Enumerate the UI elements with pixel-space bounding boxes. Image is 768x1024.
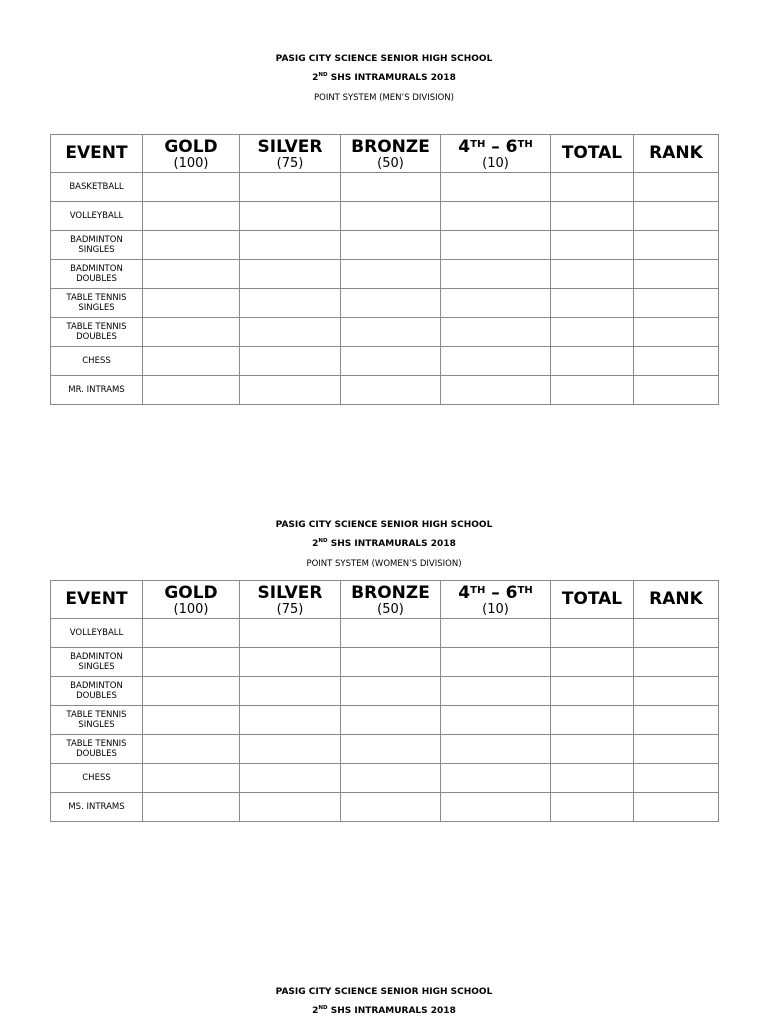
bronze-cell[interactable] — [341, 735, 441, 764]
rank-cell[interactable] — [634, 677, 719, 706]
fourth-sixth-cell[interactable] — [441, 619, 551, 648]
total-cell[interactable] — [551, 347, 634, 376]
rank-cell[interactable] — [634, 260, 719, 289]
table-row — [51, 202, 719, 231]
col-bronze: BRONZE (50) — [341, 135, 441, 173]
silver-cell[interactable] — [240, 706, 341, 735]
silver-cell[interactable] — [240, 260, 341, 289]
table-row — [51, 706, 719, 735]
gold-cell[interactable] — [143, 376, 240, 405]
col-total: TOTAL — [551, 581, 634, 619]
table-row — [51, 347, 719, 376]
total-cell[interactable] — [551, 619, 634, 648]
rank-cell[interactable] — [634, 376, 719, 405]
col-event: EVENT — [51, 135, 143, 173]
event-name: VOLLEYBALL — [51, 619, 143, 648]
event-name: BASKETBALL — [51, 173, 143, 202]
fourth-sixth-cell[interactable] — [441, 677, 551, 706]
table-row — [51, 793, 719, 822]
school-name: PASIG CITY SCIENCE SENIOR HIGH SCHOOL — [275, 54, 493, 64]
event-name: VOLLEYBALL — [51, 202, 143, 231]
event-name: BADMINTON SINGLES — [51, 648, 143, 677]
fourth-sixth-cell[interactable] — [441, 347, 551, 376]
fourth-sixth-cell[interactable] — [441, 260, 551, 289]
table-row — [51, 173, 719, 202]
table-row — [51, 289, 719, 318]
col-gold: GOLD (100) — [143, 581, 240, 619]
points-table-womens — [50, 580, 719, 822]
gold-cell[interactable] — [143, 764, 240, 793]
table-row — [51, 735, 719, 764]
silver-cell[interactable] — [240, 347, 341, 376]
gold-cell[interactable] — [143, 318, 240, 347]
table-row — [51, 260, 719, 289]
silver-cell[interactable] — [240, 735, 341, 764]
col-bronze: BRONZE (50) — [341, 581, 441, 619]
fourth-sixth-cell[interactable] — [441, 706, 551, 735]
silver-cell[interactable] — [240, 289, 341, 318]
header-row — [51, 135, 719, 173]
division-title: POINT SYSTEM (WOMEN’S DIVISION) — [306, 559, 462, 569]
col-event: EVENT — [51, 581, 143, 619]
bronze-cell[interactable] — [341, 260, 441, 289]
event-name: TABLE TENNIS DOUBLES — [51, 318, 143, 347]
fourth-sixth-cell[interactable] — [441, 202, 551, 231]
total-cell[interactable] — [551, 648, 634, 677]
silver-cell[interactable] — [240, 764, 341, 793]
school-name: PASIG CITY SCIENCE SENIOR HIGH SCHOOL — [275, 520, 493, 530]
col-silver: SILVER (75) — [240, 581, 341, 619]
rank-cell[interactable] — [634, 318, 719, 347]
total-cell[interactable] — [551, 764, 634, 793]
event-name: TABLE TENNIS SINGLES — [51, 706, 143, 735]
total-cell[interactable] — [551, 793, 634, 822]
event-name: CHESS — [51, 764, 143, 793]
rank-cell[interactable] — [634, 648, 719, 677]
bronze-cell[interactable] — [341, 706, 441, 735]
event-name: BADMINTON DOUBLES — [51, 677, 143, 706]
silver-cell[interactable] — [240, 202, 341, 231]
total-cell[interactable] — [551, 706, 634, 735]
gold-cell[interactable] — [143, 793, 240, 822]
school-name: PASIG CITY SCIENCE SENIOR HIGH SCHOOL — [275, 987, 493, 997]
col-total: TOTAL — [551, 135, 634, 173]
bronze-cell[interactable] — [341, 231, 441, 260]
table-row — [51, 619, 719, 648]
table-row — [51, 318, 719, 347]
rank-cell[interactable] — [634, 347, 719, 376]
bronze-cell[interactable] — [341, 677, 441, 706]
fourth-sixth-cell[interactable] — [441, 735, 551, 764]
points-table-mens — [50, 134, 719, 405]
bronze-cell[interactable] — [341, 173, 441, 202]
col-4th-6th: 4TH – 6TH (10) — [441, 581, 551, 619]
fourth-sixth-cell[interactable] — [441, 318, 551, 347]
gold-cell[interactable] — [143, 202, 240, 231]
bronze-cell[interactable] — [341, 619, 441, 648]
rank-cell[interactable] — [634, 706, 719, 735]
gold-cell[interactable] — [143, 677, 240, 706]
fourth-sixth-cell[interactable] — [441, 648, 551, 677]
bronze-cell[interactable] — [341, 764, 441, 793]
total-cell[interactable] — [551, 202, 634, 231]
table-row — [51, 677, 719, 706]
bronze-cell[interactable] — [341, 289, 441, 318]
event-name: TABLE TENNIS DOUBLES — [51, 735, 143, 764]
rank-cell[interactable] — [634, 173, 719, 202]
gold-cell[interactable] — [143, 648, 240, 677]
event-name: MS. INTRAMS — [51, 793, 143, 822]
col-rank: RANK — [634, 581, 719, 619]
fourth-sixth-cell[interactable] — [441, 231, 551, 260]
gold-cell[interactable] — [143, 289, 240, 318]
event-name: BADMINTON SINGLES — [51, 231, 143, 260]
event-name: BADMINTON DOUBLES — [51, 260, 143, 289]
bronze-cell[interactable] — [341, 376, 441, 405]
gold-cell[interactable] — [143, 260, 240, 289]
bronze-cell[interactable] — [341, 793, 441, 822]
bronze-cell[interactable] — [341, 318, 441, 347]
bronze-cell[interactable] — [341, 347, 441, 376]
total-cell[interactable] — [551, 260, 634, 289]
total-cell[interactable] — [551, 318, 634, 347]
event-title: 2ND SHS INTRAMURALS 2018 — [312, 1005, 456, 1016]
total-cell[interactable] — [551, 376, 634, 405]
table-row — [51, 764, 719, 793]
gold-cell[interactable] — [143, 735, 240, 764]
bronze-cell[interactable] — [341, 202, 441, 231]
silver-cell[interactable] — [240, 793, 341, 822]
rank-cell[interactable] — [634, 793, 719, 822]
silver-cell[interactable] — [240, 231, 341, 260]
total-cell[interactable] — [551, 289, 634, 318]
rank-cell[interactable] — [634, 202, 719, 231]
total-cell[interactable] — [551, 231, 634, 260]
fourth-sixth-cell[interactable] — [441, 764, 551, 793]
event-title: 2ND SHS INTRAMURALS 2018 — [312, 72, 456, 83]
event-name: MR. INTRAMS — [51, 376, 143, 405]
fourth-sixth-cell[interactable] — [441, 376, 551, 405]
gold-cell[interactable] — [143, 173, 240, 202]
silver-cell[interactable] — [240, 376, 341, 405]
division-title: POINT SYSTEM (MEN’S DIVISION) — [314, 93, 454, 103]
rank-cell[interactable] — [634, 289, 719, 318]
rank-cell[interactable] — [634, 735, 719, 764]
table-row — [51, 648, 719, 677]
fourth-sixth-cell[interactable] — [441, 289, 551, 318]
silver-cell[interactable] — [240, 173, 341, 202]
col-gold: GOLD (100) — [143, 135, 240, 173]
col-silver: SILVER (75) — [240, 135, 341, 173]
col-rank: RANK — [634, 135, 719, 173]
header-row — [51, 581, 719, 619]
bronze-cell[interactable] — [341, 648, 441, 677]
gold-cell[interactable] — [143, 347, 240, 376]
total-cell[interactable] — [551, 735, 634, 764]
gold-cell[interactable] — [143, 706, 240, 735]
total-cell[interactable] — [551, 677, 634, 706]
gold-cell[interactable] — [143, 619, 240, 648]
rank-cell[interactable] — [634, 764, 719, 793]
table-row — [51, 231, 719, 260]
table-row — [51, 376, 719, 405]
col-4th-6th: 4TH – 6TH (10) — [441, 135, 551, 173]
silver-cell[interactable] — [240, 318, 341, 347]
silver-cell[interactable] — [240, 648, 341, 677]
fourth-sixth-cell[interactable] — [441, 173, 551, 202]
total-cell[interactable] — [551, 173, 634, 202]
silver-cell[interactable] — [240, 619, 341, 648]
event-title: 2ND SHS INTRAMURALS 2018 — [312, 538, 456, 549]
event-name: CHESS — [51, 347, 143, 376]
event-name: TABLE TENNIS SINGLES — [51, 289, 143, 318]
rank-cell[interactable] — [634, 231, 719, 260]
silver-cell[interactable] — [240, 677, 341, 706]
fourth-sixth-cell[interactable] — [441, 793, 551, 822]
gold-cell[interactable] — [143, 231, 240, 260]
rank-cell[interactable] — [634, 619, 719, 648]
